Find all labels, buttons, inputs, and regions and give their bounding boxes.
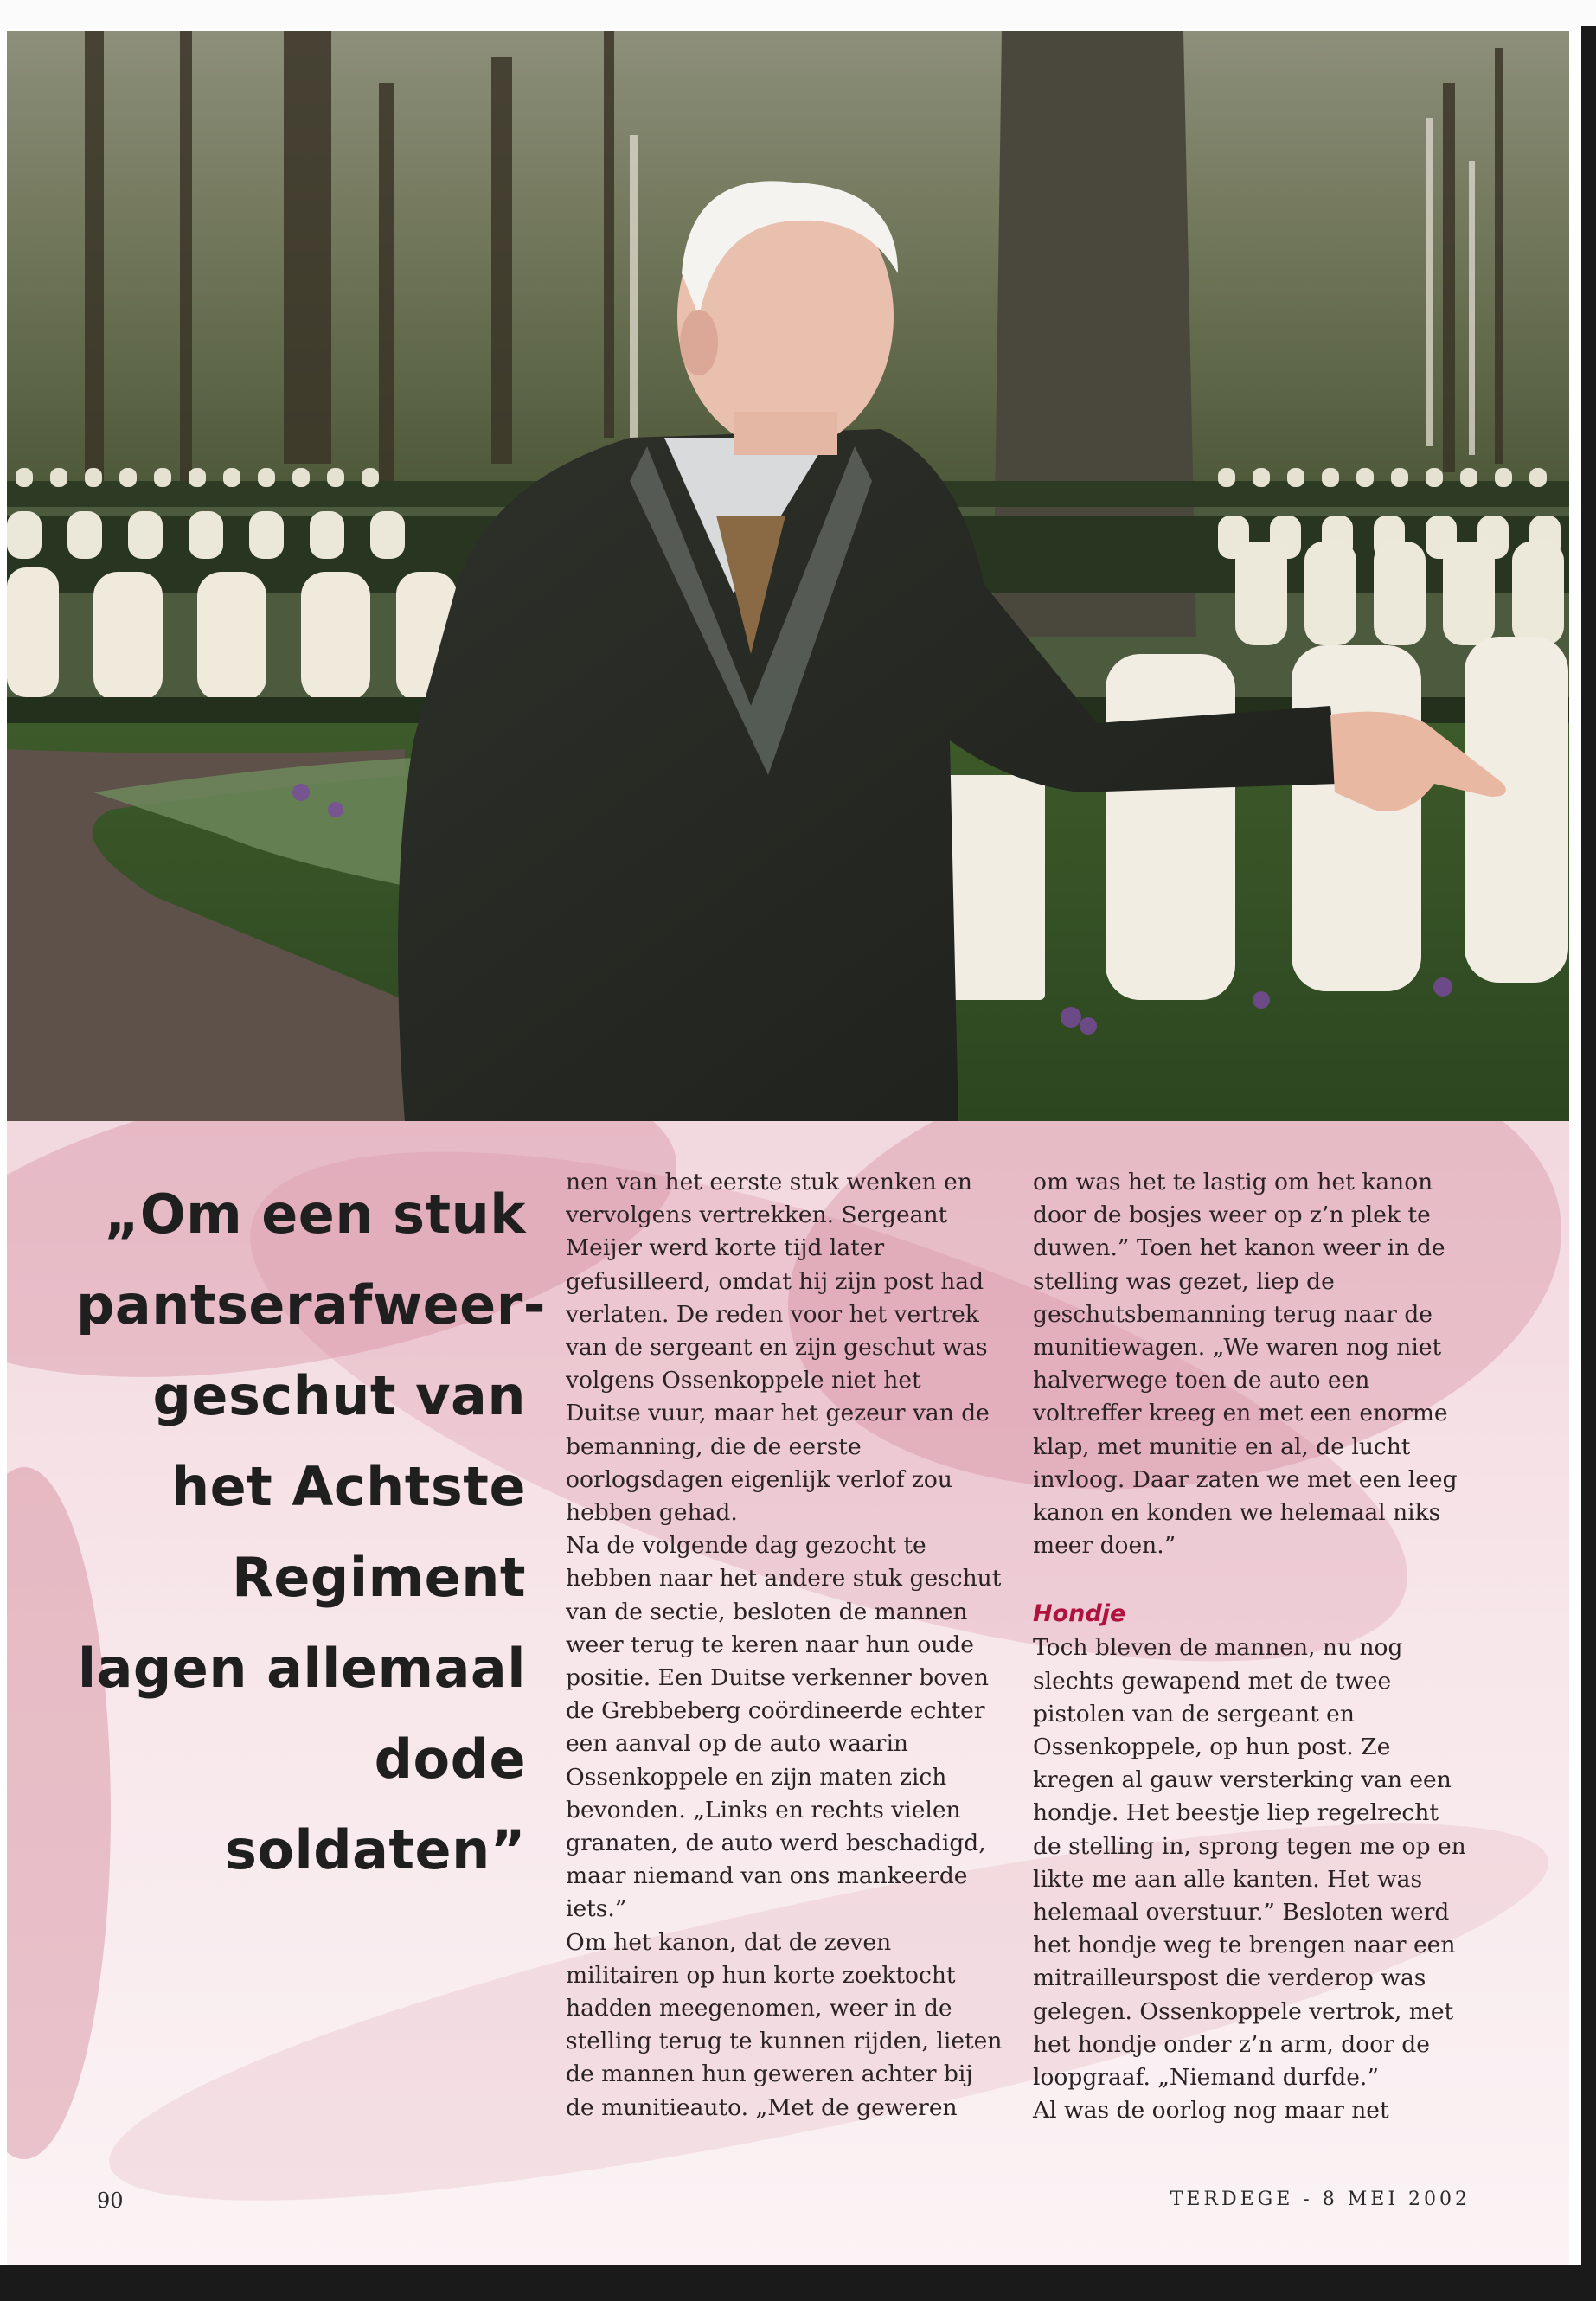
article-text-area xyxy=(7,1121,1569,2265)
section-subheading: Hondje xyxy=(1033,1600,1126,1628)
scan-edge-right xyxy=(1581,26,1596,2301)
page-number: 90 xyxy=(97,2189,124,2213)
cemetery-photo xyxy=(7,31,1569,1121)
paragraph: nen van het eerste stuk wenken en vervolgens vertrekken. Sergeant Meijer werd korte tijd later gefusilleerd, omdat hij zijn post had verlaten. De reden voor het vertrek van de sergeant en zijn geschut was volgens Ossenkoppele niet het Duitse vuur, maar het gezeur van de bemanning, die de eerste oorlogsdagen eigenlijk verlof zou hebben gehad. xyxy=(566,1169,990,1527)
paragraph: om was het te lastig om het kanon door de bosjes weer op z’n plek te duwen.” Toen het kanon weer in de stelling was gezet, liep de geschutsbemanning terug naar de munitiewagen. „We waren nog niet halverwege toen de auto een voltreffer kreeg en met een enorme klap, met munitie en al, de lucht invloog. Daar zaten we met een leeg kanon en konden we helemaal niks meer doen.” xyxy=(1033,1169,1458,1560)
right-headstones xyxy=(1235,542,1564,645)
pull-quote-headline: „Om een stuk pantserafweer-geschut van het Achtste Regiment lagen allemaal dode soldaten” xyxy=(76,1183,547,1881)
cemetery-photo-illustration xyxy=(7,31,1569,1121)
paragraph: Toch bleven de mannen, nu nog slechts gewapend met de twee pistolen van de sergeant en Ossenkoppele, op hun post. Ze kregen al gauw versterking van een hondje. Het beestje liep regelrecht de stelling in, sprong tegen me op en likte me aan alle kanten. Het was helemaal overstuur.” Besloten werd het hondje weg te brengen naar een mitrailleurspost die verderop was gelegen. Ossenkoppele vertrok, met het hondje onder z’n arm, door de loopgraaf. „Niemand durfde.” xyxy=(1033,1634,1466,2092)
paragraph: Na de volgende dag gezocht te hebben naar het andere stuk geschut van de sectie, besloten de mannen weer terug te keren naar hun oude positie. Een Duitse verkenner boven de Grebbeberg coördineerde echter een aanval op de auto waarin Ossenkoppele en zijn maten zich bevonden. „Links en rechts vielen granaten, de auto werd beschadigd, maar niemand van ons mankeerde iets.” xyxy=(566,1532,1002,1923)
article-column-2 xyxy=(1033,1166,1474,2127)
paragraph: Om het kanon, dat de zeven militairen op hun korte zoektocht hadden meegenomen, weer in de stelling terug te kunnen rijden, lieten de mannen hun geweren achter bij de munitieauto. „Met de geweren xyxy=(566,1928,1003,2121)
running-footer: TERDEGE - 8 MEI 2002 xyxy=(1170,2189,1471,2210)
paragraph: Al was de oorlog nog maar net xyxy=(1033,2097,1389,2125)
article-column-1 xyxy=(566,1166,1003,2125)
scan-edge-bottom xyxy=(0,2265,1596,2301)
scan-edge-top xyxy=(0,0,1596,29)
